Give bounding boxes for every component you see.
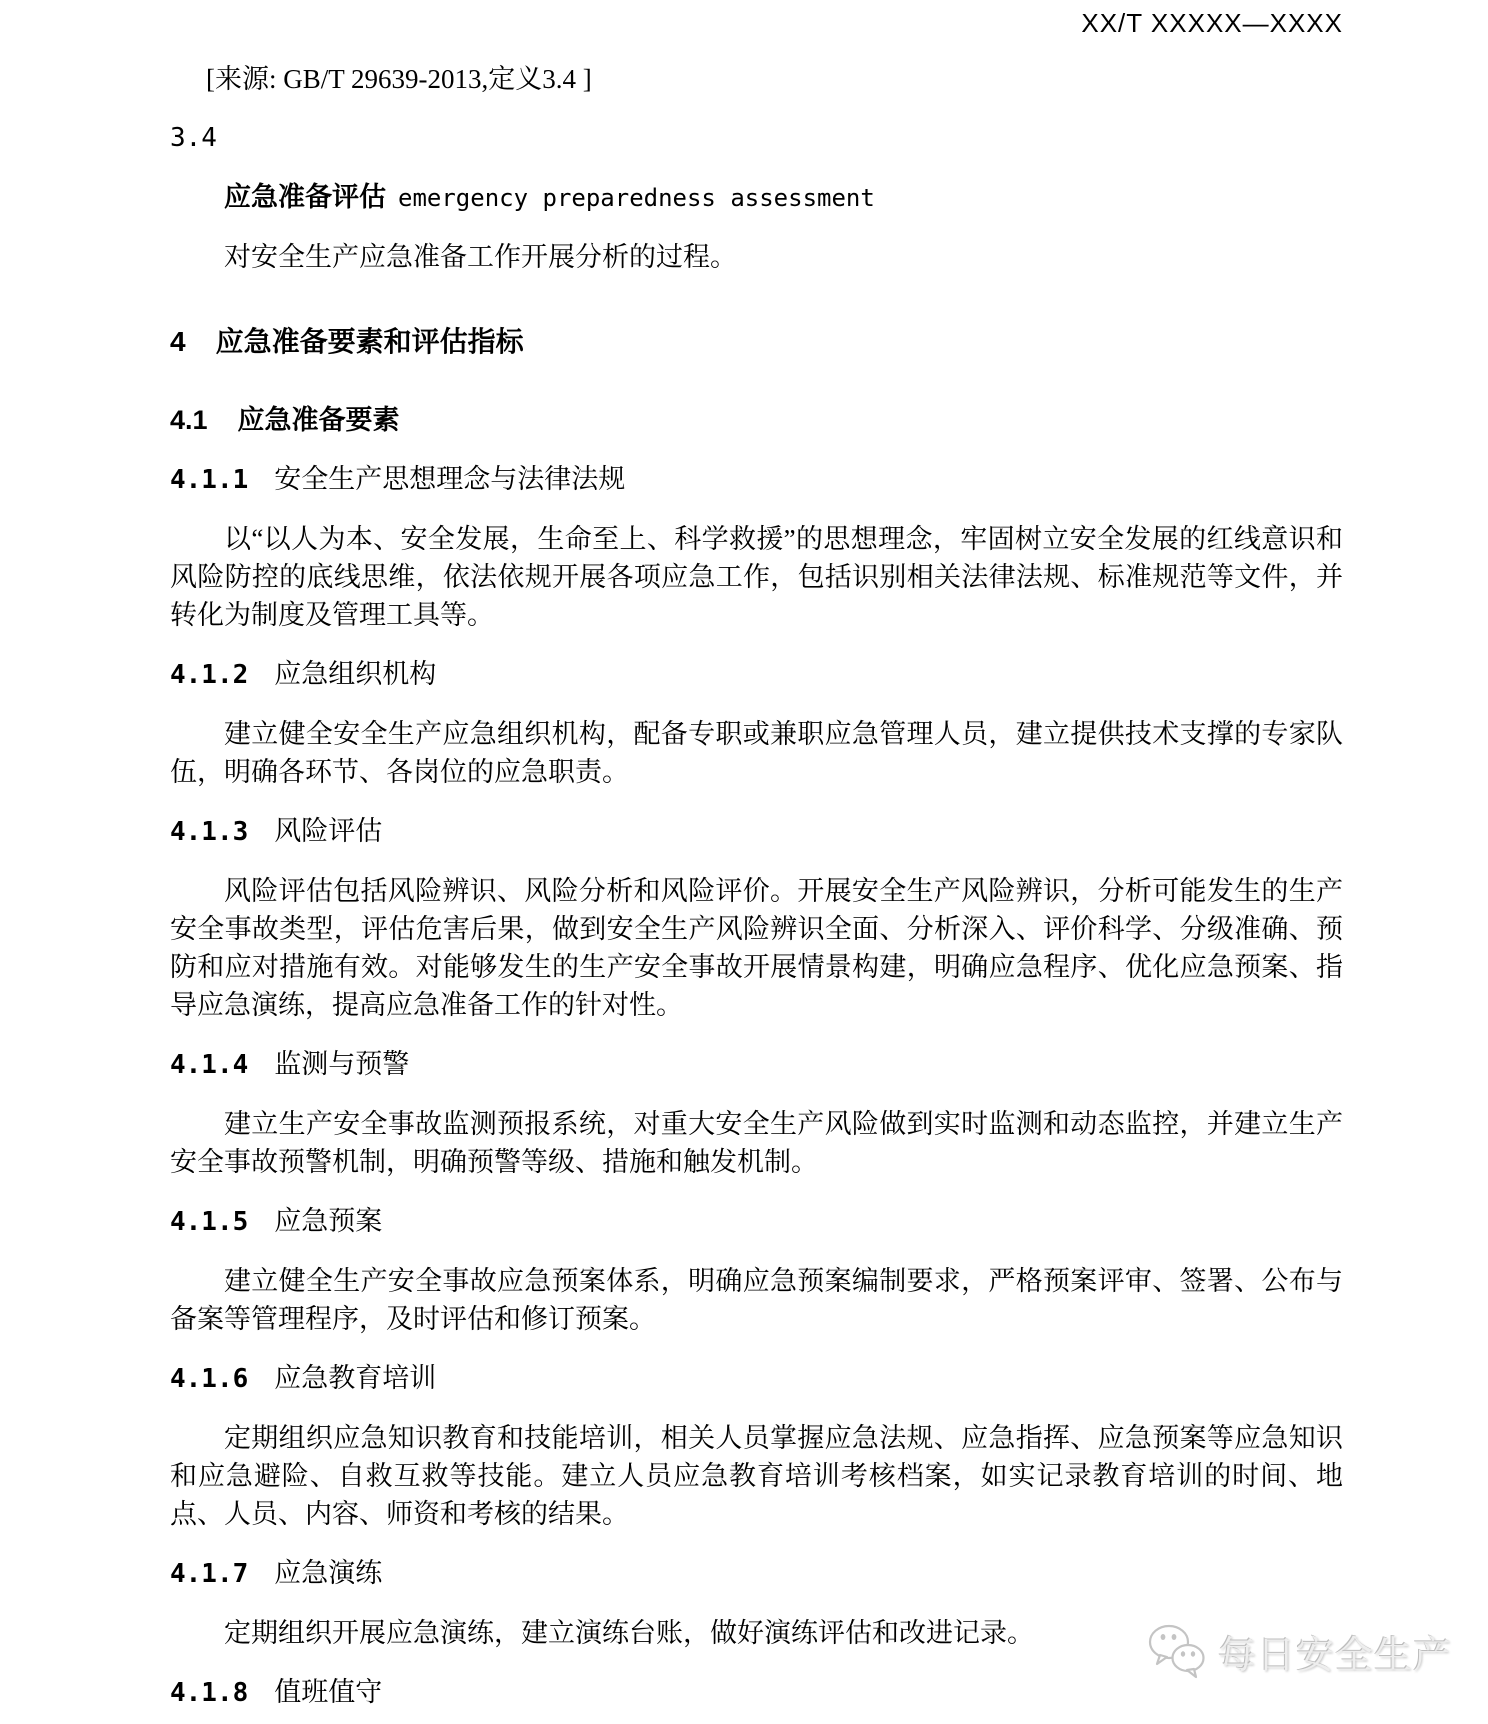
- page-header: [170, 8, 1343, 39]
- section-paragraph: 建立健全安全生产应急组织机构，配备专职或兼职应急管理人员，建立提供技术支撑的专家队伍，明确各环节、各岗位的应急职责。: [170, 719, 1343, 787]
- section-paragraph: 定期组织开展应急演练，建立演练台账，做好演练评估和改进记录。: [224, 1618, 1034, 1648]
- heading-4-1-3: [170, 812, 1343, 851]
- term-name-en: emergency preparedness assessment: [398, 184, 875, 212]
- term-name-zh: 应急准备评估: [224, 182, 386, 212]
- heading-4-1-4: [170, 1045, 1343, 1084]
- heading-4-1-2: [170, 655, 1343, 694]
- term-entry: [170, 178, 1343, 217]
- heading-title: 应急预案: [274, 1206, 383, 1236]
- heading-title: 应急组织机构: [274, 659, 437, 689]
- standard-code: XX/T XXXXX—XXXX: [1081, 8, 1343, 38]
- heading-title: 应急教育培训: [274, 1363, 437, 1393]
- heading-number: 4.1.1: [170, 465, 249, 495]
- heading-4-1-7: [170, 1554, 1343, 1593]
- heading-title: 应急准备要素和评估指标: [215, 326, 524, 357]
- heading-title: 监测与预警: [274, 1049, 410, 1079]
- section-paragraph: 以“以人为本、安全发展，生命至上、科学救援”的思想理念，牢固树立安全发展的红线意识和风险防控的底线思维，依法依规开展各项应急工作，包括识别相关法律法规、标准规范等文件，并转化为制度及管理工具等。: [170, 524, 1343, 630]
- heading-4-1-1: [170, 460, 1343, 499]
- heading-number: 4.1.4: [170, 1050, 249, 1080]
- heading-number: 4: [170, 326, 186, 357]
- section-paragraph: 建立生产安全事故监测预报系统，对重大安全生产风险做到实时监测和动态监控，并建立生产安全事故预警机制，明确预警等级、措施和触发机制。: [170, 1109, 1343, 1177]
- heading-number: 4.1.6: [170, 1364, 249, 1394]
- heading-4-1-5: [170, 1202, 1343, 1241]
- heading-number: 4.1.7: [170, 1559, 249, 1589]
- heading-number: 4.1.2: [170, 660, 249, 690]
- heading-4: [170, 323, 1343, 361]
- watermark-label: 每日安全生产: [1218, 1634, 1453, 1677]
- heading-4-1-6: [170, 1359, 1343, 1398]
- heading-number: 4.1.8: [170, 1678, 249, 1708]
- heading-title: 风险评估: [274, 816, 383, 846]
- heading-number: 4.1.5: [170, 1207, 249, 1237]
- heading-4-1: [170, 401, 1343, 439]
- heading-title: 值班值守: [274, 1677, 383, 1707]
- heading-title: 应急演练: [274, 1558, 383, 1588]
- heading-4-1-8: [170, 1673, 1343, 1712]
- section-paragraph: 风险评估包括风险辨识、风险分析和风险评价。开展安全生产风险辨识，分析可能发生的生产安全事故类型，评估危害后果，做到安全生产风险辨识全面、分析深入、评价科学、分级准确、预防和应对措施有效。对能够发生的生产安全事故开展情景构建，明确应急程序、优化应急预案、指导应急演练，提高应急准备工作的针对性。: [170, 876, 1343, 1020]
- heading-title: 安全生产思想理念与法律法规: [274, 464, 626, 494]
- term-number: 3.4: [170, 123, 217, 153]
- heading-title: 应急准备要素: [237, 405, 400, 435]
- heading-number: 4.1: [170, 405, 208, 435]
- heading-number: 4.1.3: [170, 817, 249, 847]
- section-paragraph: 定期组织应急知识教育和技能培训，相关人员掌握应急法规、应急指挥、应急预案等应急知识和应急避险、自救互救等技能。建立人员应急教育培训考核档案，如实记录教育培训的时间、地点、人员、内容、师资和考核的结果。: [170, 1423, 1343, 1529]
- section-paragraph: 建立健全生产安全事故应急预案体系，明确应急预案编制要求，严格预案评审、签署、公布与备案等管理程序，及时评估和修订预案。: [170, 1266, 1343, 1334]
- source-reference: [来源: GB/T 29639-2013,定义3.4 ]: [206, 64, 592, 94]
- term-definition: 对安全生产应急准备工作开展分析的过程。: [224, 242, 737, 272]
